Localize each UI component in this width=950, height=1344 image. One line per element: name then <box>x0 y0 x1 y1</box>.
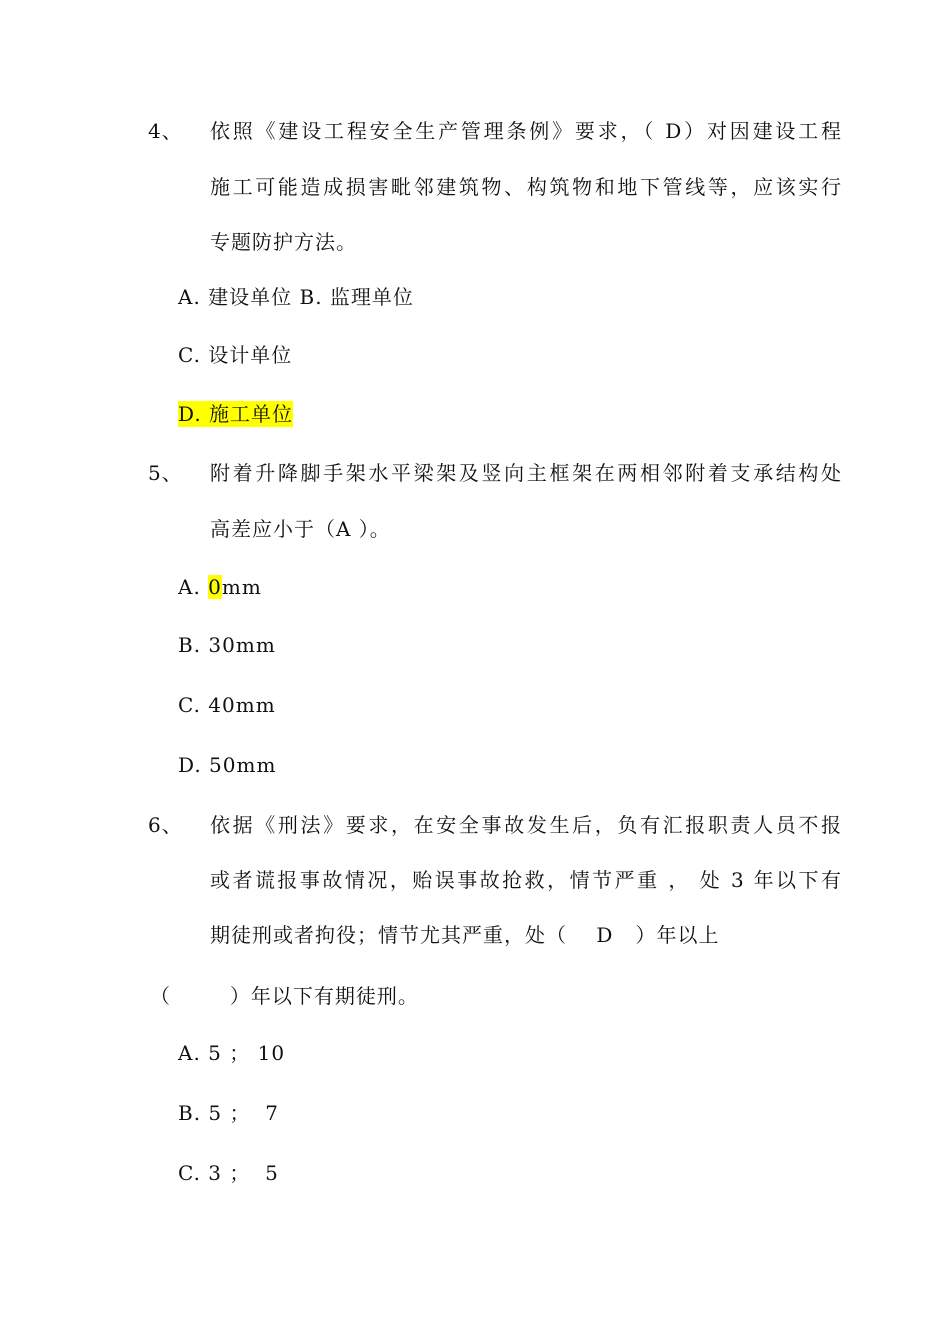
option-prefix: A. <box>178 575 209 599</box>
question-text-line: 附着升降脚手架水平梁架及竖向主框架在两相邻附着支承结构处 <box>210 461 842 485</box>
question-text-line: 依照《建设工程安全生产管理条例》要求，（ D）对因建设工程 <box>210 119 842 143</box>
answer-option: B. 30mm <box>178 633 276 657</box>
answer-option-highlighted: D. 施工单位 <box>178 402 294 426</box>
answer-option <box>178 574 262 600</box>
answer-option: B. 5 ； 7 <box>178 1101 279 1125</box>
answer-option: C. 设计单位 <box>178 343 293 367</box>
question-number: 6、 <box>148 813 183 837</box>
question-text-line: 期徒刑或者拘役；情节尤其严重，处（ D ）年以上 <box>210 923 720 947</box>
answer-option: C. 3 ； 5 <box>178 1161 279 1185</box>
question-text-line: 专题防护方法。 <box>210 230 357 254</box>
option-suffix: mm <box>221 575 262 599</box>
question-text-line: 或者谎报事故情况，贻误事故抢救，情节严重 ， 处 3 年以下有 <box>210 868 842 892</box>
question-number: 5、 <box>148 461 183 485</box>
answer-option: C. 40mm <box>178 693 276 717</box>
answer-option: A. 建设单位 B. 监理单位 <box>178 285 414 309</box>
highlighted-value: 0 <box>208 575 222 599</box>
question-text-line: 依据《刑法》要求，在安全事故发生后，负有汇报职责人员不报 <box>210 813 842 837</box>
question-text-line: 高差应小于（A ）。 <box>210 517 391 541</box>
answer-option: D. 50mm <box>178 753 277 777</box>
answer-option: A. 5 ； 10 <box>178 1041 286 1065</box>
question-number: 4、 <box>148 119 183 143</box>
question-text-line: （ ）年以下有期徒刑。 <box>150 984 419 1008</box>
question-text-line: 施工可能造成损害毗邻建筑物、构筑物和地下管线等，应该实行 <box>210 175 842 199</box>
